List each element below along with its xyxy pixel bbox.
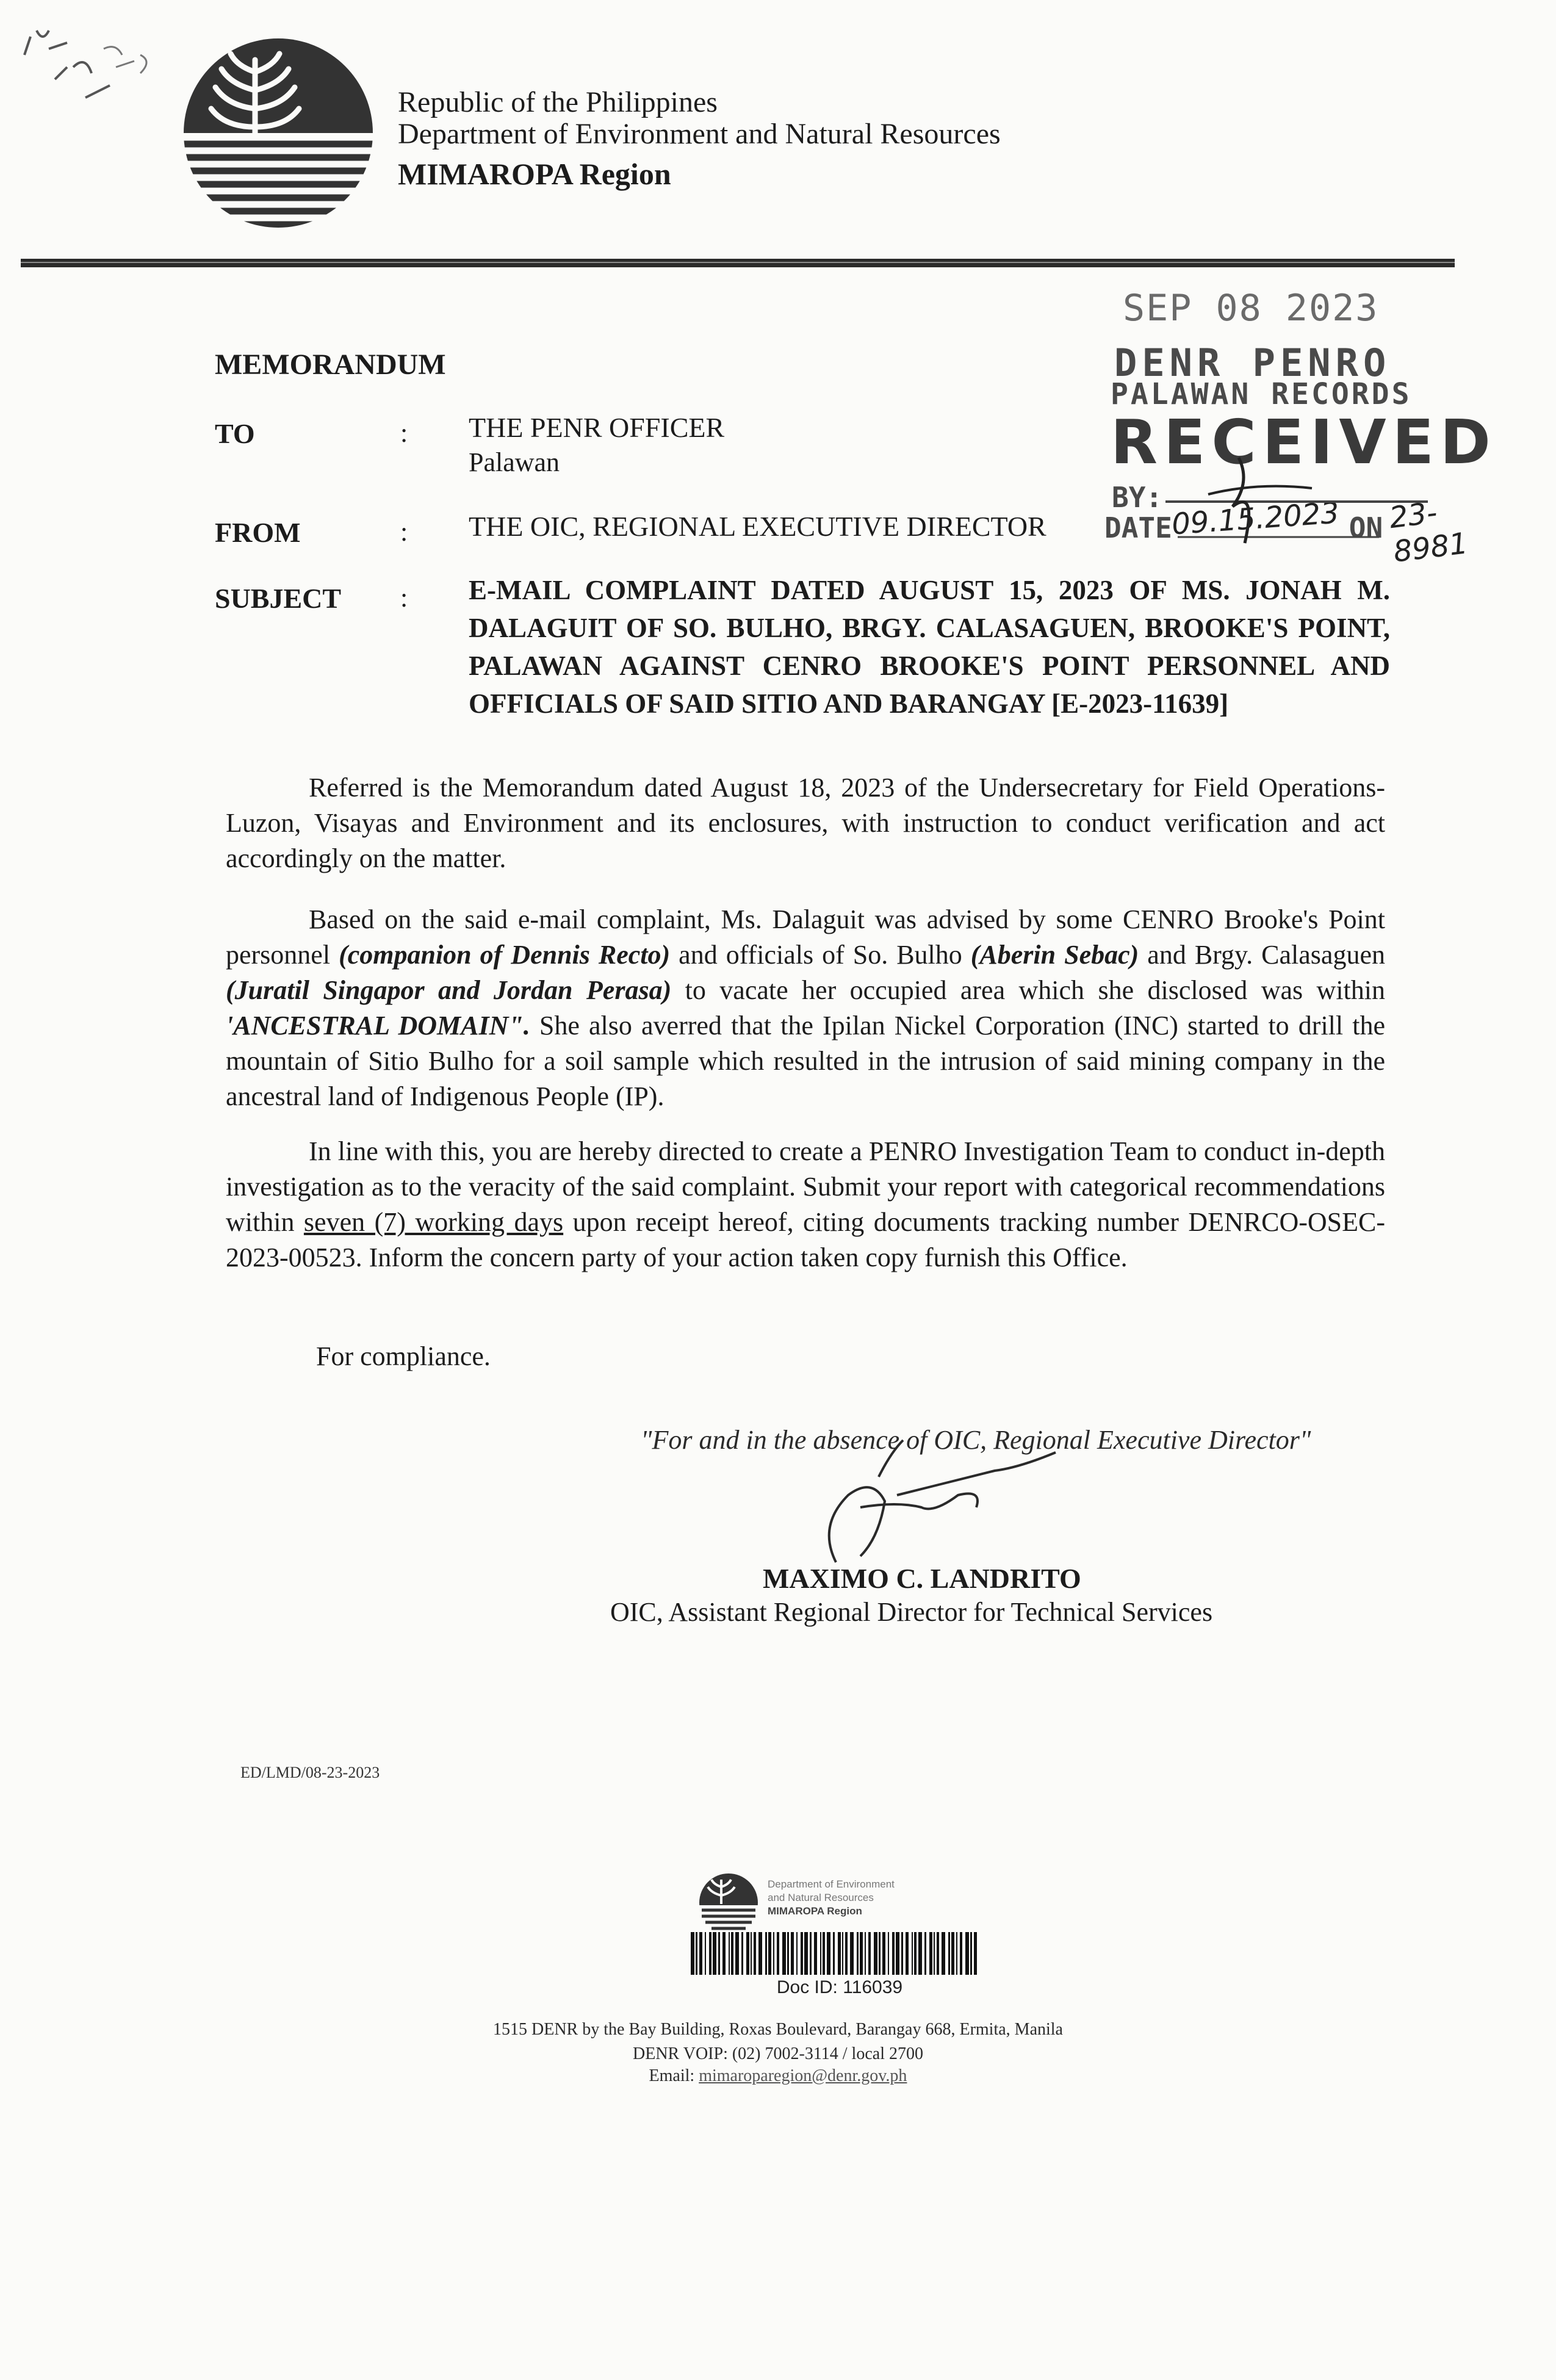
barcode-bar [874,1932,877,1975]
barcode-bar [860,1932,863,1975]
stamp-no-label: ON [1349,511,1383,544]
signatory-name: MAXIMO C. LANDRITO [763,1563,1081,1594]
reference-code: ED/LMD/08-23-2023 [240,1764,380,1781]
stamp-office: DENR PENRO [1114,341,1391,385]
para-3-deadline: seven (7) working days [303,1207,564,1237]
barcode-bar [892,1932,895,1975]
barcode-bar [804,1932,808,1975]
barcode-bar [731,1932,733,1975]
from-label: FROM [215,517,301,548]
denr-logo [181,35,376,237]
barcode-bar [801,1932,803,1975]
barcode-bar [965,1932,969,1975]
para-2-emphasis-ancestral-domain: 'ANCESTRAL DOMAIN". [226,1011,530,1040]
signatory-title: OIC, Assistant Regional Director for Technical Services [610,1597,1213,1627]
barcode [688,1928,1006,1977]
barcode-bar [948,1932,950,1975]
barcode-bar [882,1932,885,1975]
barcode-bar [787,1932,789,1975]
header-divider [21,259,1455,267]
received-stamp [1086,287,1497,574]
barcode-bar [773,1932,774,1975]
footer-org-line-3: MIMAROPA Region [768,1905,862,1917]
to-location: Palawan [469,447,560,477]
barcode-bar [833,1932,835,1975]
barcode-bar [879,1932,881,1975]
barcode-bar [699,1932,702,1975]
memo-title: MEMORANDUM [215,348,446,381]
barcode-bar [796,1932,798,1975]
to-label: TO [215,418,255,449]
barcode-bar [713,1932,716,1975]
to-colon: : [400,418,408,448]
footer-email-label: Email: [649,2066,699,2085]
para-2-emphasis-sitio-official: (Aberin Sebac) [970,940,1139,970]
para-2-text: She also averred that the Ipilan Nickel Corporation (INC) started to drill the mountain of Sitio Bulho for a soil sample which resulted in the intrusion of said mining company in the ancestral land of Indigenous People (IP). [226,1011,1385,1111]
barcode-bar [729,1932,730,1975]
barcode-bar [918,1932,922,1975]
barcode-bar [691,1932,694,1975]
body-paragraph-compliance: For compliance. [316,1341,491,1371]
barcode-bar [857,1932,859,1975]
barcode-bar [709,1932,711,1975]
barcode-bar [951,1932,954,1975]
footer-voip: DENR VOIP: (02) 7002-3114 / local 2700 [633,2044,923,2063]
stamp-received: RECEIVED [1111,406,1497,478]
doc-id: Doc ID: 116039 [776,1977,903,1997]
footer-email-link[interactable]: mimaroparegion@denr.gov.ph [699,2066,907,2085]
body-paragraph-referral: Referred is the Memorandum dated August 18, 2023 of the Undersecretary for Field Operations-Luzon, Visayas and Environment and its enclosures, with instruction to conduct verification and act accordingly on the matter. [226,773,1385,873]
barcode-bar [735,1932,739,1975]
footer-denr-logo [697,1871,760,1935]
barcode-bar [705,1932,706,1975]
barcode-bar [934,1932,935,1975]
body-paragraph-directive [226,1134,1385,1275]
barcode-bar [929,1932,932,1975]
subject-label: SUBJECT [215,583,342,614]
barcode-bar [888,1932,889,1975]
barcode-bar [791,1932,794,1975]
handwritten-signature [787,1422,1074,1574]
barcode-bar [868,1932,871,1975]
barcode-bar [777,1932,779,1975]
footer-org-line-2: and Natural Resources [768,1892,874,1903]
to-recipient: THE PENR OFFICER [469,412,725,443]
barcode-bar [782,1932,786,1975]
from-colon: : [400,517,408,547]
barcode-bar [722,1932,726,1975]
barcode-bar [696,1932,697,1975]
barcode-bar [751,1932,752,1975]
document-tracking-label [681,1856,986,2003]
subject-text: E-MAIL COMPLAINT DATED AUGUST 15, 2023 OF MS. JONAH M. DALAGUIT OF SO. BULHO, BRGY. CALASAGUEN, BROOKE'S POINT, PALAWAN AGAINST CENRO BROOKE'S POINT PERSONNEL AND OFFICIALS OF SAID SITIO AND BARANGAY [E-2023-11639] [469,575,1390,719]
barcode-bar [912,1932,913,1975]
footer-address: 1515 DENR by the Bay Building, Roxas Boulevard, Barangay 668, Ermita, Manila [493,2020,1063,2039]
barcode-bar [937,1932,939,1975]
body-paragraph-complaint [226,902,1385,1114]
barcode-bar [718,1932,720,1975]
stamp-by-label: BY: [1112,481,1163,514]
barcode-bar [845,1932,848,1975]
para-2-text: Based on the said e-mail complaint, Ms. Dalaguit was advised by some CENRO Brooke's Point personnel [226,904,1385,970]
signature-authority-quote: "For and in the absence of OIC, Regional Executive Director" [641,1425,1311,1455]
org-line-republic: Republic of the Philippines [398,86,718,118]
para-2-text: and officials of So. Bulho [670,940,971,970]
barcode-bar [823,1932,825,1975]
barcode-bar [838,1932,841,1975]
from-sender: THE OIC, REGIONAL EXECUTIVE DIRECTOR [469,511,1046,542]
para-2-emphasis-brgy-officials: (Juratil Singapor and Jordan Perasa) [226,975,672,1005]
footer-email-line [0,2066,1556,2086]
para-3-text: In line with this, you are hereby directed to create a PENRO Investigation Team to conduct in-depth investigation as to the veracity of the said complaint. Submit your report with categorical recommendations within [226,1136,1385,1237]
barcode-bar [901,1932,903,1975]
stamp-date-label-text: DATE [1104,511,1172,544]
barcode-bar [768,1932,771,1975]
barcode-bar [758,1932,762,1975]
barcode-bar [924,1932,926,1975]
subject-colon: : [400,583,408,613]
barcode-bar [765,1932,767,1975]
barcode-bar [842,1932,843,1975]
barcode-bar [814,1932,817,1975]
org-line-region: MIMAROPA Region [398,157,671,191]
stamp-handwritten-date: 09.15.2023 [1170,496,1341,542]
handwritten-notation [12,12,183,171]
para-2-text: to vacate her occupied area which she disclosed was within [671,975,1385,1005]
barcode-bar [820,1932,821,1975]
para-3-text: upon receipt hereof, citing documents tracking number DENRCO-OSEC-2023-00523. Inform the concern party of your action taken copy furnish this Office. [226,1207,1385,1272]
barcode-bar [974,1932,977,1975]
para-2-emphasis-companion: (companion of Dennis Recto) [339,940,671,970]
barcode-bar [942,1932,945,1975]
org-line-department: Department of Environment and Natural Resources [398,118,1001,150]
para-2-text: and Brgy. Calasaguen [1139,940,1385,970]
barcode-bar [865,1932,866,1975]
barcode-bar [896,1932,899,1975]
barcode-bar [741,1932,743,1975]
barcode-bar [810,1932,812,1975]
barcode-bar [850,1932,854,1975]
barcode-bar [960,1932,962,1975]
barcode-bar [827,1932,830,1975]
barcode-bar [970,1932,972,1975]
barcode-bar [906,1932,909,1975]
stamp-handwritten-number: 23-8981 [1387,496,1470,569]
stamp-date: SEP 08 2023 [1123,287,1379,330]
barcode-bar [956,1932,957,1975]
stamp-records: PALAWAN RECORDS [1111,377,1412,411]
barcode-bar [914,1932,917,1975]
barcode-bar [746,1932,749,1975]
barcode-bar [754,1932,756,1975]
footer-org-line-1: Department of Environment [768,1878,895,1890]
stamp-signature-marks [1086,287,1483,574]
